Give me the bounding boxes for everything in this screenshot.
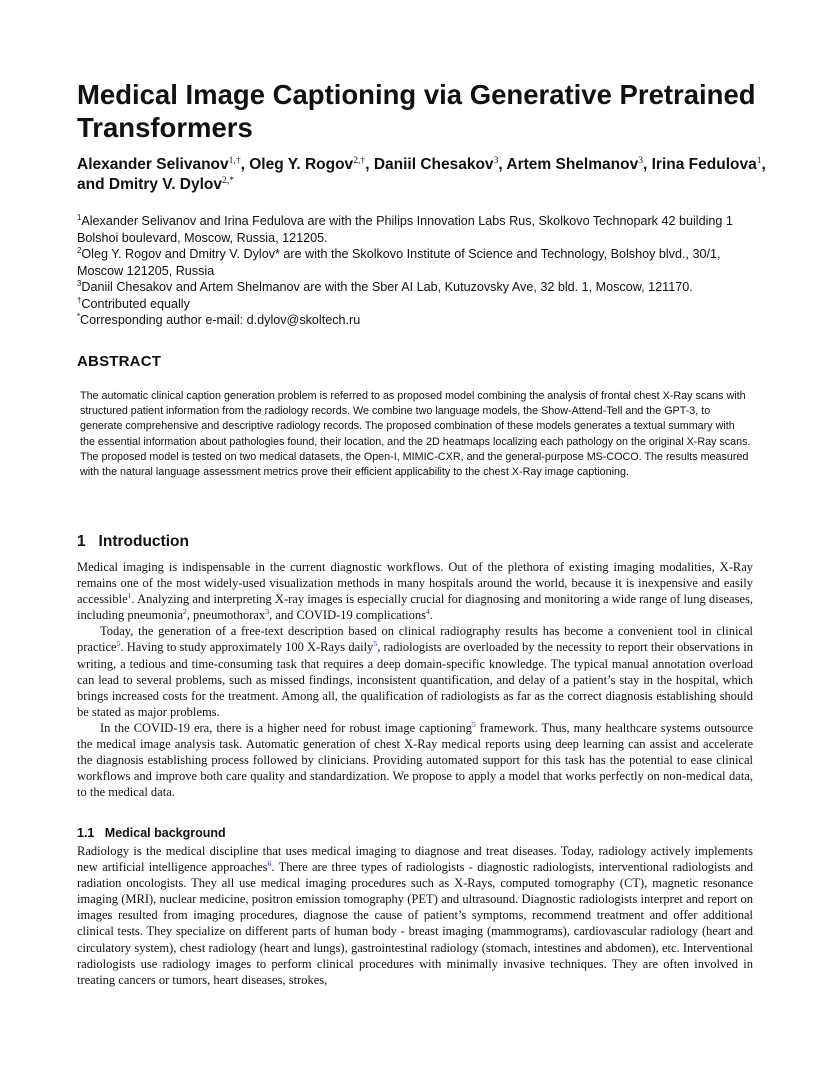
citation-link[interactable]: 5 xyxy=(471,719,476,729)
affiliation-mark: 3 xyxy=(77,278,82,288)
author-affiliation-mark: 2,† xyxy=(353,154,366,166)
author-affiliation-mark: 3 xyxy=(493,154,499,166)
body-text: . Analyzing and interpreting X-ray images is especially crucial for diagnosing and monitoring a wide range of lung diseases, including pneumonia xyxy=(77,592,753,623)
body-text: In the COVID-19 era, there is a higher need for robust image captioning xyxy=(100,720,472,735)
body-text: , and COVID-19 complications xyxy=(269,608,427,623)
affiliation-line xyxy=(77,279,767,296)
citation-link[interactable]: 6 xyxy=(267,858,272,868)
affiliation-text: Oleg Y. Rogov and Dmitry V. Dylov* are with the Skolkovo Institute of Science and Technology, Bolshoy blvd., 30/1, Moscow 121205, Russia xyxy=(77,247,721,278)
affiliation-text: Contributed equally xyxy=(81,296,190,311)
affiliation-text: Corresponding author e-mail: d.dylov@skoltech.ru xyxy=(80,313,361,327)
affiliation-mark: * xyxy=(77,311,81,321)
citation-link[interactable]: 3 xyxy=(265,607,270,617)
author-affiliation-mark: 1 xyxy=(756,154,762,166)
author-name: Alexander Selivanov xyxy=(77,156,229,173)
author-name: Irina Fedulova xyxy=(651,156,757,173)
body-text: . xyxy=(429,608,434,623)
body-text: , radiologists are overloaded by the necessity to report their observations in writing, a tedious and time-consuming task that requires a deep domain-specific knowledge. The typical manual annotation overload can lead to several problems, such as missed findings, inconsistent quantification, and delay of a patient’s stay in the hospital, which brings increased costs for the treatment. Among all, the qualification of radiologists as far as the correct diagnosis establishing should be stated as major problems. xyxy=(77,640,753,719)
author-name: Oleg Y. Rogov xyxy=(249,156,354,173)
author-affiliation-mark: 3 xyxy=(638,154,643,166)
body-text: Medical imaging is indispensable in the current diagnostic workflows. Out of the plethora of existing imaging modalities, X-Ray remains one of the most widely-used visualization methods in many hospitals around the world, because it is inexpensive and easily accessible xyxy=(77,560,753,607)
citation-link[interactable]: 2 xyxy=(182,607,187,617)
affiliation-mark: † xyxy=(77,295,82,305)
author-list: Alexander Selivanov$^{1,\dagger}$, Oleg Y. Rogov$^{2,\dagger}$, Daniil Chesakov$^3$, Artem Shelmanov$^3$, Irina Fedulova$^1$, and Dmitry V. Dylov$^{2,*}$ xyxy=(77,154,766,193)
page-title: Medical Image Captioning via Generative Pretrained Transformers xyxy=(77,79,756,143)
author-name: Artem Shelmanov xyxy=(506,156,639,173)
affiliation-mark: 1 xyxy=(77,212,82,222)
author-affiliation-mark: 1,† xyxy=(228,154,241,166)
abstract-text: The automatic clinical caption generation problem is referred to as proposed model combining the analysis of frontal chest X-Ray scans with structured patient information from the radiology records. We combine two language models, the Show-Attend-Tell and the GPT-3, to generate comprehensive and descriptive radiology records. The proposed combination of these models generates a textual summary with the essential information about pathologies found, their location, and the 2D heatmaps localizing each pathology on the original X-Ray scans. The proposed model is tested on two medical datasets, the Open-I, MIMIC-CXR, and the general-purpose MS-COCO. The results measured with the natural language assessment metrics prove their efficient applicability to the chest X-Ray image captioning. xyxy=(80,390,751,479)
body-text: Radiology is the medical discipline that uses medical imaging to diagnose and treat diseases. Today, radiology actively implements new artificial intelligence approaches xyxy=(77,844,753,875)
author-affiliation-mark: 2,* xyxy=(222,174,235,186)
subsection-heading-medical-background: 1.1 Medical background xyxy=(77,826,226,840)
paragraph xyxy=(77,720,753,800)
author-name: Dmitry V. Dylov xyxy=(108,176,223,193)
author-name: Daniil Chesakov xyxy=(373,156,494,173)
affiliation-mark: 2 xyxy=(77,245,82,255)
medical-background-body xyxy=(77,843,753,988)
introduction-body xyxy=(77,559,753,800)
abstract-heading: ABSTRACT xyxy=(77,353,162,370)
citation-link[interactable]: 4 xyxy=(426,607,430,617)
citation-link[interactable]: 5 xyxy=(373,639,378,649)
affiliation-line xyxy=(77,246,767,279)
body-text: . Having to study approximately 100 X-Rays daily xyxy=(120,640,374,655)
paragraph xyxy=(77,843,753,988)
affiliation-text: Daniil Chesakov and Artem Shelmanov are with the Sber AI Lab, Kutuzovsky Ave, 32 bld. 1, Moscow, 121170. xyxy=(81,280,693,294)
section-heading-introduction: 1 Introduction xyxy=(77,533,189,550)
body-text: Today, the generation of a free-text description based on clinical radiography results has become a convenient tool in clinical practice xyxy=(77,624,753,655)
citation-link[interactable]: 1 xyxy=(127,591,132,601)
arxiv-identifier-stamp xyxy=(12,290,57,750)
body-text: . There are three types of radiologists - diagnostic radiologists, interventional radiologists and radiation oncologists. They all use medical imaging procedures such as X-Rays, computed tomography (CT), magnetic resonance imaging (MRI), nuclear medicine, positron emission tomography (PET) and ultrasound. Diagnostic radiologists interpret and report on images resulted from imaging procedures, diagnose the cause of patient’s symptoms, recommend treatment and offer additional clinical tests. They specialize on different parts of human body - breast imaging (mammograms), cardiovascular radiology (heart and circulatory system), chest radiology (heart and lungs), gastrointestinal radiology (stomach, intestines and abdomen), etc. Interventional radiologists use radiology images to perform clinical procedures with minimally invasive techniques. They are often involved in treating cancers or tumors, heart diseases, strokes, xyxy=(77,860,753,987)
affiliation-line xyxy=(77,312,767,329)
body-text: framework. Thus, many healthcare systems outsource the medical image analysis task. Automatic generation of chest X-Ray medical reports using deep learning can assist and accelerate the diagnosis establishing process followed by clinicians. Providing automated support for this task has the potential to ease clinical workflows and improve both care quality and standardization. We propose to apply a model that works perfectly on non-medical data, to the medical data. xyxy=(77,720,753,800)
paragraph xyxy=(77,559,753,623)
affiliation-list xyxy=(77,213,767,329)
citation-link[interactable]: 5 xyxy=(116,639,121,649)
paragraph xyxy=(77,623,753,720)
affiliation-line xyxy=(77,296,767,313)
affiliation-line xyxy=(77,213,767,246)
body-text: , pneumothorax xyxy=(186,608,266,623)
affiliation-text: Alexander Selivanov and Irina Fedulova are with the Philips Innovation Labs Rus, Skolkovo Technopark 42 building 1 Bolshoi boulevard, Moscow, Russia, 121205. xyxy=(77,214,733,245)
